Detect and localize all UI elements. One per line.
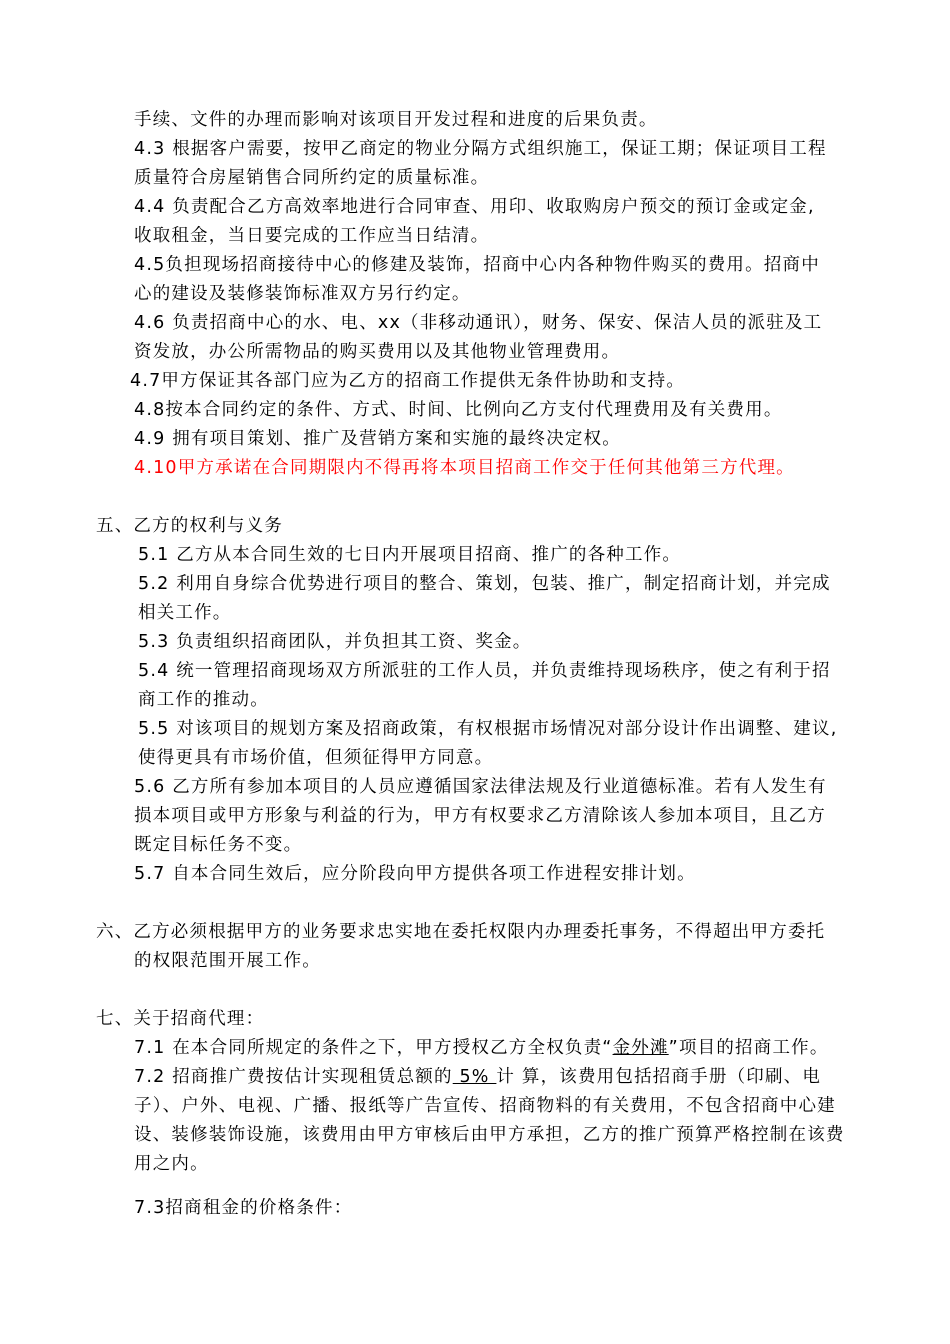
clause-4-9: 4.9 拥有项目策划、推广及营销方案和实施的最终决定权。 [134, 429, 621, 449]
clause-7-3: 7.3招商租金的价格条件： [134, 1198, 353, 1218]
clause-5-5: 5.5 对该项目的规划方案及招商政策，有权根据市场情况对部分设计作出调整、建议, [138, 719, 838, 739]
project-name: 金外滩 [612, 1038, 669, 1058]
paragraph-line: 商工作的推动。 [138, 690, 269, 710]
section-7-heading: 七、关于招商代理： [96, 1009, 265, 1029]
clause-5-6: 5.6 乙方所有参加本项目的人员应遵循国家法律法规及行业道德标准。若有人发生有 [134, 777, 827, 797]
clause-7-1 [134, 1036, 829, 1060]
text-run: ”项目的招商工作。 [668, 1038, 829, 1058]
paragraph-line: 既定目标任务不变。 [134, 835, 303, 855]
section-5-heading: 五、乙方的权利与义务 [96, 516, 283, 536]
clause-4-4: 4.4 负责配合乙方高效率地进行合同审查、用印、收取购房户预交的预订金或定金, [134, 197, 815, 217]
text-run: 计 算，该费用包括招商手册（印刷、电 [496, 1067, 822, 1087]
clause-4-3: 4.3 根据客户需要，按甲乙商定的物业分隔方式组织施工，保证工期；保证项目工程 [134, 139, 827, 159]
clause-4-5: 4.5负担现场招商接待中心的修建及装饰，招商中心内各种物件购买的费用。招商中 [134, 255, 820, 275]
paragraph-line: 子）、户外、电视、广播、报纸等广告宣传、招商物料的有关费用，不包含招商中心建 [134, 1096, 836, 1116]
paragraph-line: 损本项目或甲方形象与利益的行为，甲方有权要求乙方清除该人参加本项目，且乙方 [134, 806, 826, 826]
paragraph-line: 心的建设及装修装饰标准双方另行约定。 [134, 284, 471, 304]
paragraph-line: 质量符合房屋销售合同所约定的质量标准。 [134, 168, 490, 188]
clause-5-1: 5.1 乙方从本合同生效的七日内开展项目招商、推广的各种工作。 [138, 545, 682, 565]
clause-4-7: 4.7甲方保证其各部门应为乙方的招商工作提供无条件协助和支持。 [130, 371, 686, 391]
text-run: 7.1 在本合同所规定的条件之下，甲方授权乙方全权负责“ [134, 1038, 613, 1058]
paragraph-line: 用之内。 [134, 1154, 209, 1174]
paragraph-line: 设、装修装饰设施，该费用由甲方审核后由甲方承担，乙方的推广预算严格控制在该费 [134, 1125, 845, 1145]
text-run: 7.2 招商推广费按估计实现租赁总额的 [134, 1067, 453, 1087]
paragraph-line: 收取租金，当日要完成的工作应当日结清。 [134, 226, 490, 246]
paragraph-line: 使得更具有市场价值，但须征得甲方同意。 [138, 748, 494, 768]
clause-4-8: 4.8按本合同约定的条件、方式、时间、比例向乙方支付代理费用及有关费用。 [134, 400, 783, 420]
fee-rate: 5% [452, 1067, 497, 1087]
clause-5-3: 5.3 负责组织招商团队，并负担其工资、奖金。 [138, 632, 532, 652]
clause-4-10: 4.10甲方承诺在合同期限内不得再将本项目招商工作交于任何其他第三方代理。 [134, 458, 795, 478]
paragraph-line: 相关工作。 [138, 603, 232, 623]
clause-5-4: 5.4 统一管理招商现场双方所派驻的工作人员，并负责维持现场秩序，使之有利于招 [138, 661, 831, 681]
clause-5-2: 5.2 利用自身综合优势进行项目的整合、策划，包装、推广，制定招商计划，并完成 [138, 574, 831, 594]
clause-4-6: 4.6 负责招商中心的水、电、xx（非移动通讯），财务、保安、保洁人员的派驻及工 [134, 313, 823, 333]
clause-7-2 [134, 1065, 821, 1089]
clause-5-7: 5.7 自本合同生效后，应分阶段向甲方提供各项工作进程安排计划。 [134, 864, 696, 884]
paragraph-line: 资发放，办公所需物品的购买费用以及其他物业管理费用。 [134, 342, 621, 362]
section-6-text: 六、乙方必须根据甲方的业务要求忠实地在委托权限内办理委托事务，不得超出甲方委托 [96, 922, 826, 942]
paragraph-line: 手续、文件的办理而影响对该项目开发过程和进度的后果负责。 [134, 110, 658, 130]
paragraph-line: 的权限范围开展工作。 [134, 951, 321, 971]
